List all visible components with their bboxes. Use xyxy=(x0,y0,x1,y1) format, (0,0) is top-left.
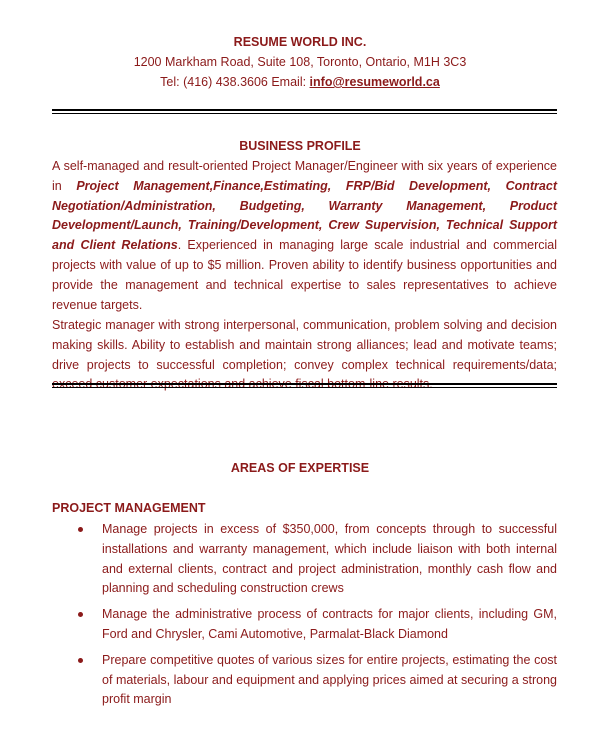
bullet-icon xyxy=(78,527,83,532)
expertise-list xyxy=(52,520,557,716)
profile-skills: Project Management,Finance,Estimating, FRP/Bid Development, Contract Negotiation/Administration, Budgeting, Warranty Management, Product Development/Launch, Training/Development, Crew Supervision, Technical Support and Client Relations xyxy=(52,178,557,253)
email-link[interactable]: info@resumeworld.ca xyxy=(309,75,440,89)
profile-rest: . Experienced in managing large scale industrial and commercial projects with value of up to $5 million. Proven ability to identify business opportunities and provide the management and technical expertise to sales representatives to achieve revenue targets. xyxy=(52,238,557,312)
areas-of-expertise-title: AREAS OF EXPERTISE xyxy=(230,461,370,475)
bullet-icon xyxy=(78,612,83,617)
divider-middle xyxy=(52,383,557,388)
list-item xyxy=(52,605,557,645)
list-item xyxy=(52,651,557,710)
project-management-subhead: PROJECT MANAGEMENT xyxy=(52,501,206,515)
business-profile-title: BUSINESS PROFILE xyxy=(239,139,361,153)
company-name: RESUME WORLD INC. xyxy=(233,35,367,49)
profile-intro: A self-managed and result-oriented Project Manager/Engineer with six years of experience in xyxy=(52,159,557,193)
profile-paragraph-2: Strategic manager with strong interpersonal, communication, problem solving and decision making skills. Ability to establish and maintain strong alliances; lead and motivate teams; drive projects to successful completion; convey complex technical requirements/data; exceed customer expectations and achieve fiscal bottom-line results. xyxy=(52,318,557,392)
tel-label: Tel: (416) 438.3606 Email: xyxy=(160,75,310,89)
list-item-text: Manage projects in excess of $350,000, from concepts through to successful installations and warranty management, which include liaison with both internal and external clients, contract and project administration, monthly cash flow and planning and scheduling construction crews xyxy=(102,522,557,596)
company-contact xyxy=(0,75,600,89)
profile-paragraph-1 xyxy=(52,157,557,315)
list-item-text: Prepare competitive quotes of various sizes for entire projects, estimating the cost of materials, labour and equipment and applying prices aimed at securing a strong profit margin xyxy=(102,652,557,707)
list-item-text: Manage the administrative process of contracts for major clients, including GM, Ford and Chrysler, Cami Automotive, Parmalat-Black Diamond xyxy=(102,607,557,641)
company-address: 1200 Markham Road, Suite 108, Toronto, Ontario, M1H 3C3 xyxy=(133,55,467,69)
bullet-icon xyxy=(78,658,83,663)
list-item xyxy=(52,520,557,599)
divider-top xyxy=(52,109,557,114)
